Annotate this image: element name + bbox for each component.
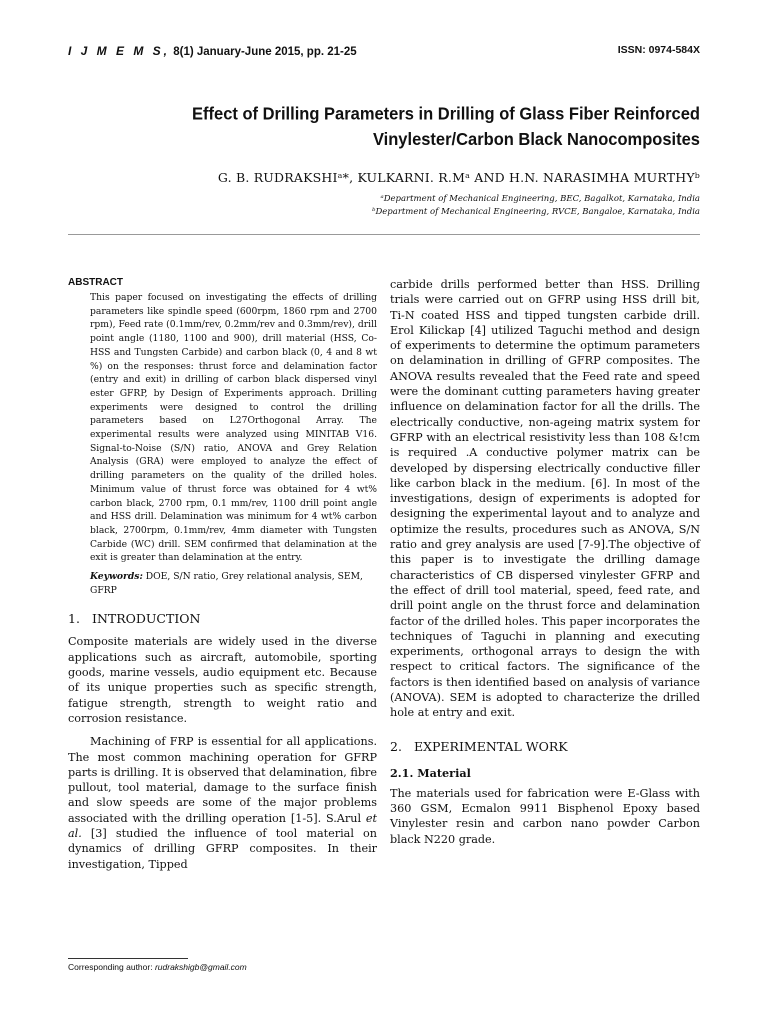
abstract-heading: ABSTRACT: [68, 277, 123, 288]
right-column: [390, 277, 700, 847]
paper-title: [140, 102, 700, 152]
title-line-1: Effect of Drilling Parameters in Drilling of Glass Fiber Reinforced: [192, 104, 700, 124]
section-number: 2.: [390, 738, 402, 754]
keywords-label: Keywords:: [90, 571, 143, 583]
left-column: [68, 277, 377, 872]
section-number: 1.: [68, 611, 80, 627]
footnote-rule: [68, 958, 188, 959]
et-al: et al.: [68, 811, 377, 841]
corresponding-author-footnote: [68, 962, 247, 972]
footnote-label: Corresponding author:: [68, 962, 153, 972]
authors: G. B. RUDRAKSHIᵃ*, KULKARNI. R.Mᵃ AND H.N. NARASIMHA MURTHYᵇ: [217, 170, 700, 185]
abstract-text: This paper focused on investigating the effects of drilling parameters like spindle speed (600rpm, 1860 rpm and 2700 rpm), Feed rate (0.1mm/rev, 0.2mm/rev and 0.3mm/rev), drill point angle (1180, 1100 and 900), drill material (HSS, Co-HSS and Tungsten Carbide) and carbon black (0, 4 and 8 wt %) on the responses: thrust force and delamination factor (entry and exit) in drilling of carbon black dispersed vinyl ester GFRP, by Design of Experiments approach. Drilling experiments were designed to control the drilling parameters based on L27Orthogonal Array. The experimental results were analyzed using MINITAB V16. Signal-to-Noise (S/N) ratio, ANOVA and Grey Relation Analysis (GRA) were employed to analyze the effect of drilling parameters on the quality of the drilled holes. Minimum value of thrust force was obtained for 4 wt% carbon black, 2700 rpm, 0.1 mm/rev, 1100 drill point angle and HSS drill. Delamination was minimum for 4 wt% carbon black, 2700rpm, 0.1mm/rev, 4mm diameter with Tungsten Carbide (WC) drill. SEM confirmed that delamination at the exit is greater than delamination at the entry.: [90, 292, 377, 564]
issn: ISSN: 0974-584X: [617, 44, 700, 56]
section-title: INTRODUCTION: [92, 611, 201, 627]
intro-p2-end: [3] studied the influence of tool material on dynamics of drilling GFRP composites. In their investigation, Tipped: [68, 827, 377, 871]
running-header: [68, 44, 700, 64]
affiliation-a: ᵃDepartment of Mechanical Engineering, BEC, Bagalkot, Karnataka, India: [380, 194, 700, 204]
intro-paragraph-2: [68, 734, 377, 872]
journal-issue: 8(1) January-June 2015, pp. 21-25: [173, 46, 357, 58]
section-introduction-heading: [68, 611, 377, 626]
section-title: EXPERIMENTAL WORK: [414, 738, 568, 754]
intro-paragraph-1: Composite materials are widely used in the diverse applications such as aircraft, automobile, sporting goods, marine vessels, audio equipment etc. Because of its unique properties such as specific strength, fatigue strength, strength to weight ratio and corrosion resistance.: [68, 635, 377, 725]
keywords-text: DOE, S/N ratio, Grey relational analysis, SEM, GFRP: [90, 571, 363, 596]
subsection-material-heading: 2.1. Material: [390, 765, 471, 780]
material-paragraph: The materials used for fabrication were E-Glass with 360 GSM, Ecmalon 9911 Bisphenol Epoxy based Vinylester resin and carbon nano powder Carbon black N220 grade.: [390, 786, 700, 846]
intro-continued-paragraph: carbide drills performed better than HSS. Drilling trials were carried out on GFRP using HSS drill bit, Ti-N coated HSS and tipped tungsten carbide drill. Erol Kilickap [4] utilized Taguchi method and design of experiments to determine the optimum parameters on delamination in drilling of GFRP composites. The ANOVA results revealed that the Feed rate and speed were the dominant cutting parameters having greater influence on delamination factor for all the drills. The electrically conductive, non-ageing matrix system for GFRP with an electrical resistivity less than 108 &!cm is required .A conductive polymer matrix can be developed by dispersing electrically conductive filler like carbon black in the medium. [6]. In most of the investigations, design of experiments is adopted for designing the experimental layout and to analyze and optimize the results, procedures such as ANOVA, S/N ratio and grey analysis are used [7-9].The objective of this paper is to investigate the drilling damage characteristics of CB dispersed vinylester GFRP and the effect of drill tool material, speed, feed rate, and drill point angle on the thrust force and delamination factor of the drilled holes. This paper incorporates the techniques of Taguchi in planning and executing experiments, orthogonal arrays to design the with respect to critical factors. The significance of the factors is then identified based on analysis of variance (ANOVA). SEM is adopted to characterize the drilled hole at entry and exit.: [390, 278, 700, 720]
header-divider: [68, 234, 700, 235]
section-experimental-heading: [390, 739, 700, 754]
journal-name: I J M E M S,: [68, 44, 171, 58]
author-email[interactable]: rudrakshigb@gmail.com: [154, 962, 247, 972]
intro-p2-start: Machining of FRP is essential for all applications. The most common machining operation for GFRP parts is drilling. It is observed that delamination, fibre pullout, tool material, damage to the surface finish and slow speeds are some of the major problems associated with the drilling operation [1-5]. S.Arul: [68, 735, 377, 825]
title-line-2: Vinylester/Carbon Black Nanocomposites: [372, 130, 700, 150]
journal-citation: [68, 44, 357, 58]
affiliation-b: ᵇDepartment of Mechanical Engineering, RVCE, Bangaloe, Karnataka, India: [372, 207, 700, 217]
keywords: [90, 570, 377, 597]
